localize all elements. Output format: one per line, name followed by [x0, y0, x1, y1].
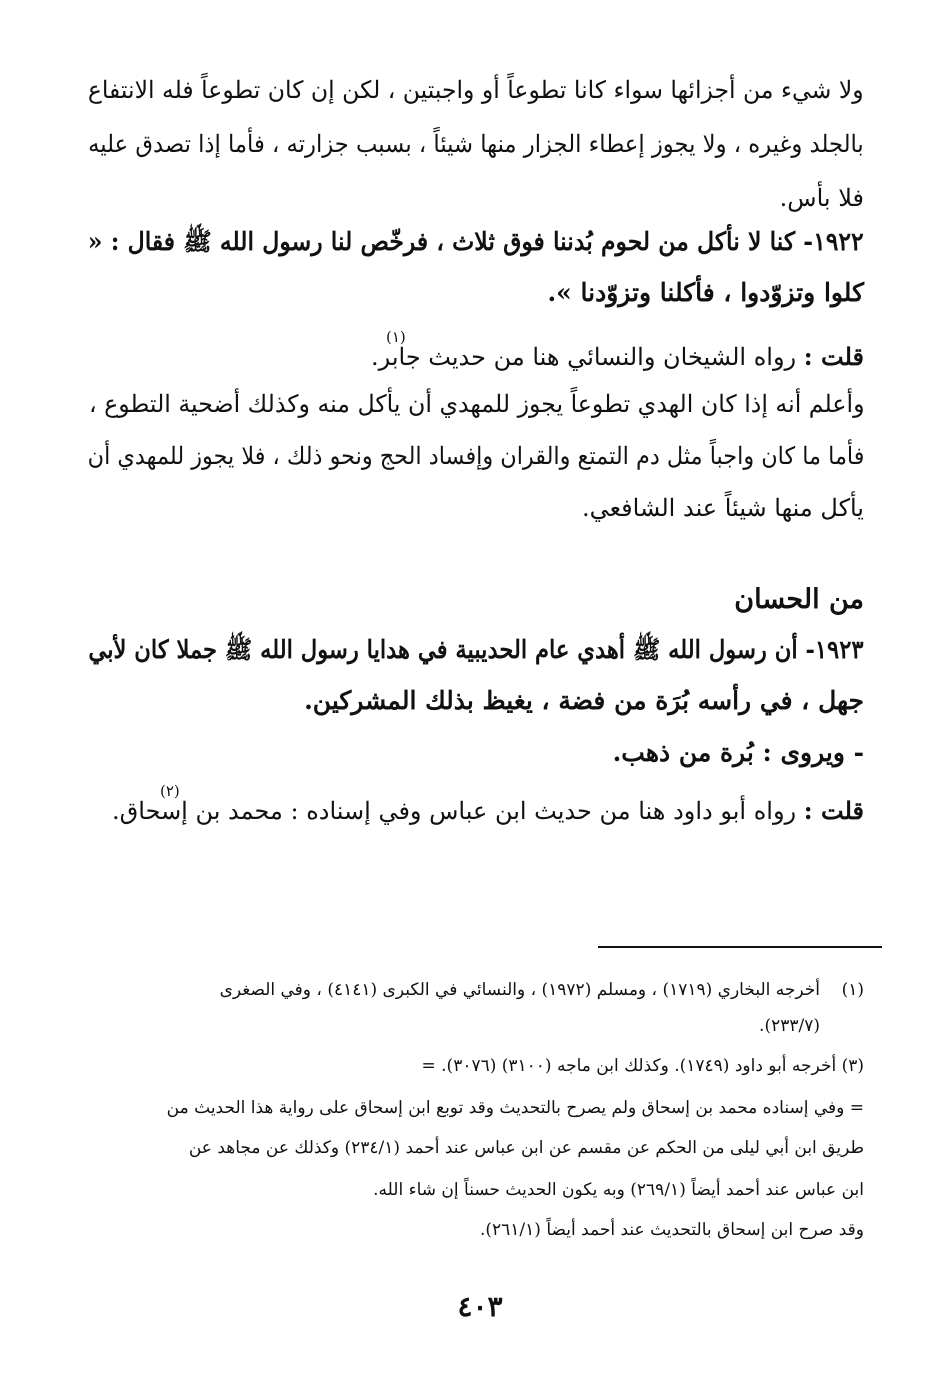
paragraph-1-line-2: بالجلد وغيره ، ولا يجوز إعطاء الجزار منها شيئاً ، بسبب جزارته ، فأما إذا تصدق عليه: [88, 130, 864, 158]
footnote-1-number: (١): [841, 980, 864, 1000]
paragraph-2-line-2: فأما ما كان واجباً مثل دم التمتع والقران وإفساد الحج ونحو ذلك ، فلا يجوز للمهدي أن: [87, 442, 864, 470]
note-2-label: قلت :: [803, 796, 864, 825]
note-2-text: رواه أبو داود هنا من حديث ابن عباس وفي إسناده : محمد بن إسحاق.: [112, 797, 797, 825]
footnote-continuation-line-1: = وفي إسناده محمد بن إسحاق ولم يصرح بالتحديث وقد توبع ابن إسحاق على رواية هذا الحديث من: [166, 1098, 864, 1118]
footnote-1-line-2: (٢٣٣/٧).: [759, 1016, 820, 1036]
footnote-continuation-line-4: وقد صرح ابن إسحاق بالتحديث عند أحمد أيضاً (٢٦١/١).: [479, 1220, 864, 1240]
note-1-label: قلت :: [803, 342, 864, 371]
note-1: [371, 342, 864, 371]
note-1-text: رواه الشيخان والنسائي هنا من حديث جابر.: [370, 343, 797, 371]
page-number: ٤٠٣: [457, 1290, 503, 1323]
hadith-1922-line-1: ١٩٢٢- كنا لا نأكل من لحوم بُدننا فوق ثلاث ، فرخّص لنا رسول الله ﷺ فقال : «: [88, 227, 864, 256]
section-heading: من الحسان: [734, 584, 864, 615]
hadith-1923-line-1: ١٩٢٣- أن رسول الله ﷺ أهدي عام الحديبية في هدايا رسول الله ﷺ جملا كان لأبي: [88, 635, 864, 664]
footnote-continuation-line-3: ابن عباس عند أحمد أيضاً (٢٦٩/١) وبه يكون الحديث حسناً إن شاء الله.: [373, 1180, 864, 1200]
note-1-ref: (١): [386, 328, 406, 346]
footnote-continuation-line-2: طريق ابن أبي ليلى من الحكم عن مقسم عن ابن عباس عند أحمد (٢٣٤/١) وكذلك عن مجاهد عن: [188, 1138, 864, 1158]
paragraph-2-line-3: يأكل منها شيئاً عند الشافعي.: [581, 494, 864, 522]
note-2: [112, 796, 864, 825]
hadith-1923-line-3: - ويروى : بُرة من ذهب.: [612, 738, 864, 767]
paragraph-2-line-1: وأعلم أنه إذا كان الهدي تطوعاً يجوز للمهدي أن يأكل منه وكذلك أضحية التطوع ،: [88, 390, 864, 418]
hadith-1922-line-2: كلوا وتزوّدوا ، فأكلنا وتزوّدنا ».: [547, 278, 864, 307]
hadith-1923-line-2: جهل ، في رأسه بُرَة من فضة ، يغيظ بذلك المشركين.: [304, 686, 864, 715]
footnote-separator: [598, 946, 882, 948]
footnote-1-line-1: أخرجه البخاري (١٧١٩) ، ومسلم (١٩٧٢) ، والنسائي في الكبرى (٤١٤١) ، وفي الصغرى: [219, 980, 820, 1000]
footnote-2-line: (٣) أخرجه أبو داود (١٧٤٩). وكذلك ابن ماجه (٣١٠٠) (٣٠٧٦). =: [421, 1056, 864, 1076]
paragraph-1-line-3: فلا بأس.: [779, 184, 864, 212]
paragraph-1-line-1: ولا شيء من أجزائها سواء كانا تطوعاً أو واجبتين ، لكن إن كان تطوعاً فله الانتفاع: [88, 76, 864, 104]
note-2-ref: (٢): [160, 782, 180, 800]
